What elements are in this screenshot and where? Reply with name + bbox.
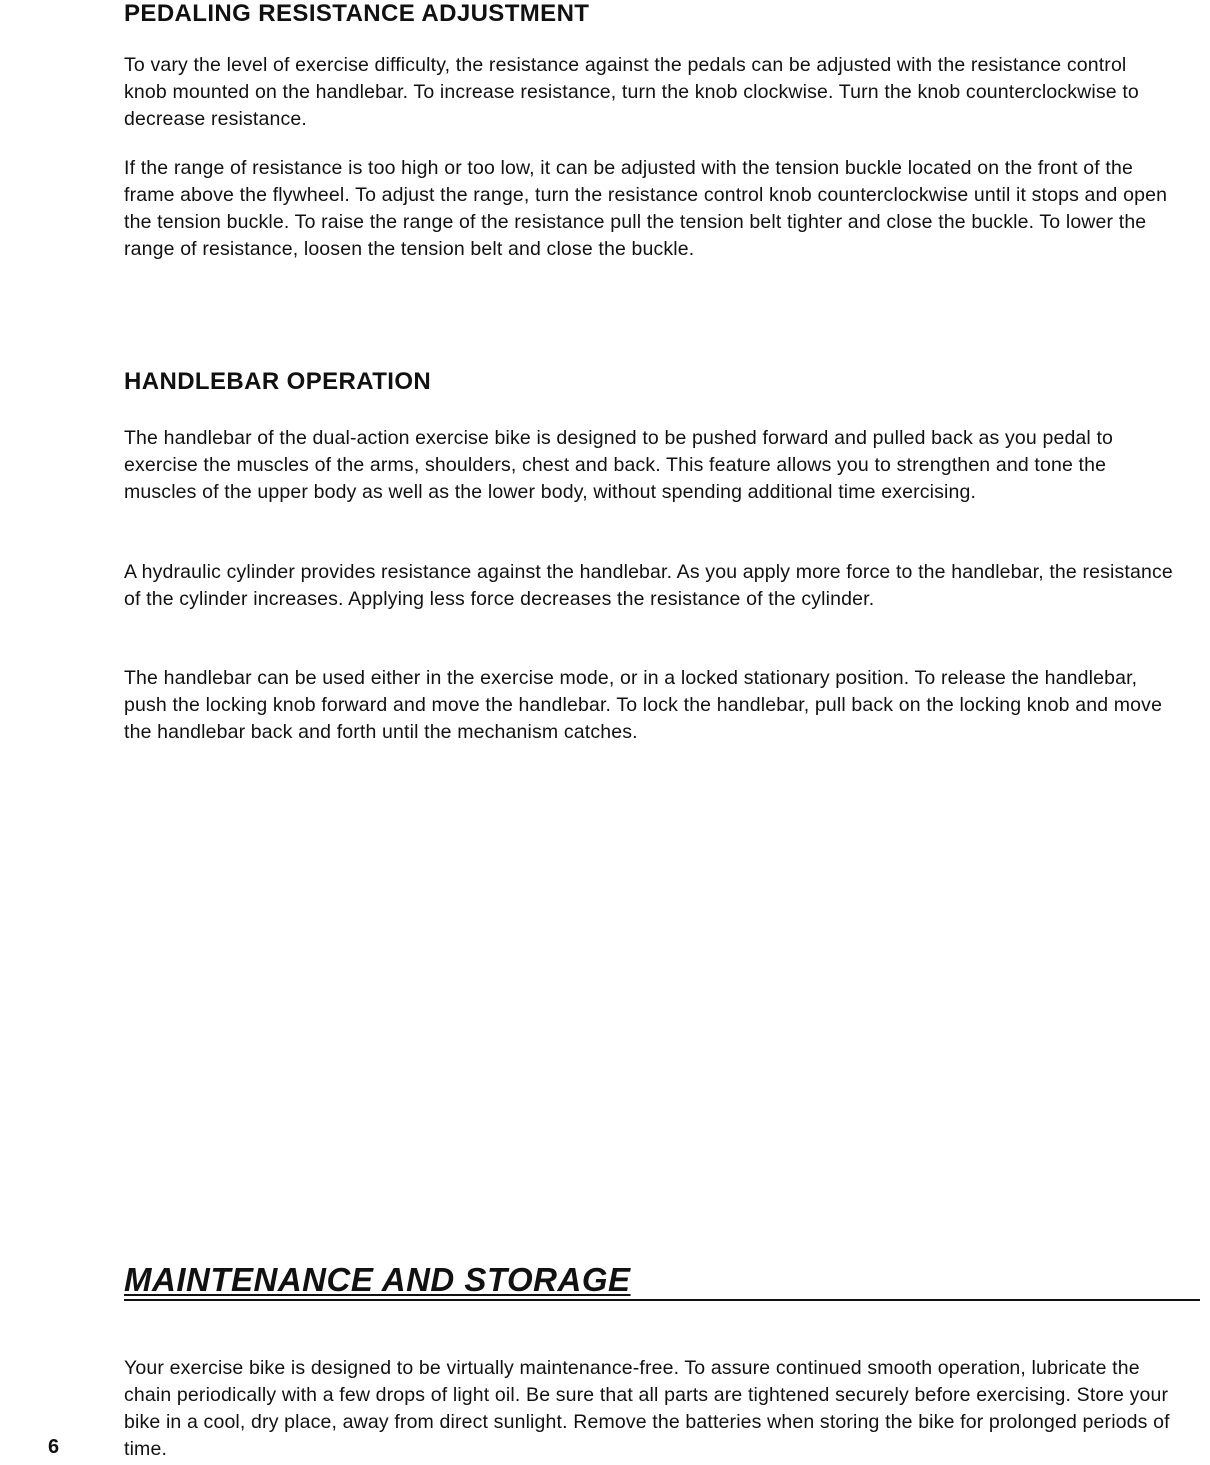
section-divider	[124, 1299, 1200, 1301]
handlebar-heading: HANDLEBAR OPERATION	[124, 368, 432, 395]
page-number: 6	[48, 1436, 60, 1458]
pedaling-paragraph-2: If the range of resistance is too high or too low, it can be adjusted with the tension buckle located on the front of the frame above the flywheel. To adjust the range, turn the resistance control knob counterclockwise until it stops and open the tension buckle. To raise the range of the resistance pull the tension belt tighter and close the buckle. To lower the range of resistance, loosen the tension belt and close the buckle.	[124, 157, 1168, 260]
maintenance-section-header	[124, 1258, 1200, 1306]
pedaling-paragraph-1: To vary the level of exercise difficulty, the resistance against the pedals can be adjusted with the resistance control knob mounted on the handlebar. To increase resistance, turn the knob clockwise. Turn the knob counterclockwise to decrease resistance.	[124, 54, 1139, 130]
handlebar-paragraph-3: The handlebar can be used either in the exercise mode, or in a locked stationary position. To release the handlebar, push the locking knob forward and move the handlebar. To lock the handlebar, pull back on the locking knob and move the handlebar back and forth until the mechanism catches.	[124, 667, 1163, 743]
maintenance-heading: MAINTENANCE AND STORAGE	[124, 1261, 631, 1298]
maintenance-paragraph-1: Your exercise bike is designed to be virtually maintenance-free. To assure continued smooth operation, lubricate the chain periodically with a few drops of light oil. Be sure that all parts are tightened securely before exercising. Store your bike in a cool, dry place, away from direct sunlight. Remove the batteries when storing the bike for prolonged periods of time.	[124, 1357, 1170, 1460]
handlebar-paragraph-1: The handlebar of the dual-action exercise bike is designed to be pushed forward and pulled back as you pedal to exercise the muscles of the arms, shoulders, chest and back. This feature allows you to strengthen and tone the muscles of the upper body as well as the lower body, without spending additional time exercising.	[124, 427, 1114, 503]
handlebar-paragraph-2: A hydraulic cylinder provides resistance against the handlebar. As you apply more force to the handlebar, the resistance of the cylinder increases. Applying less force decreases the resistance of the cylinder.	[124, 561, 1173, 610]
pedaling-heading: PEDALING RESISTANCE ADJUSTMENT	[124, 0, 590, 27]
